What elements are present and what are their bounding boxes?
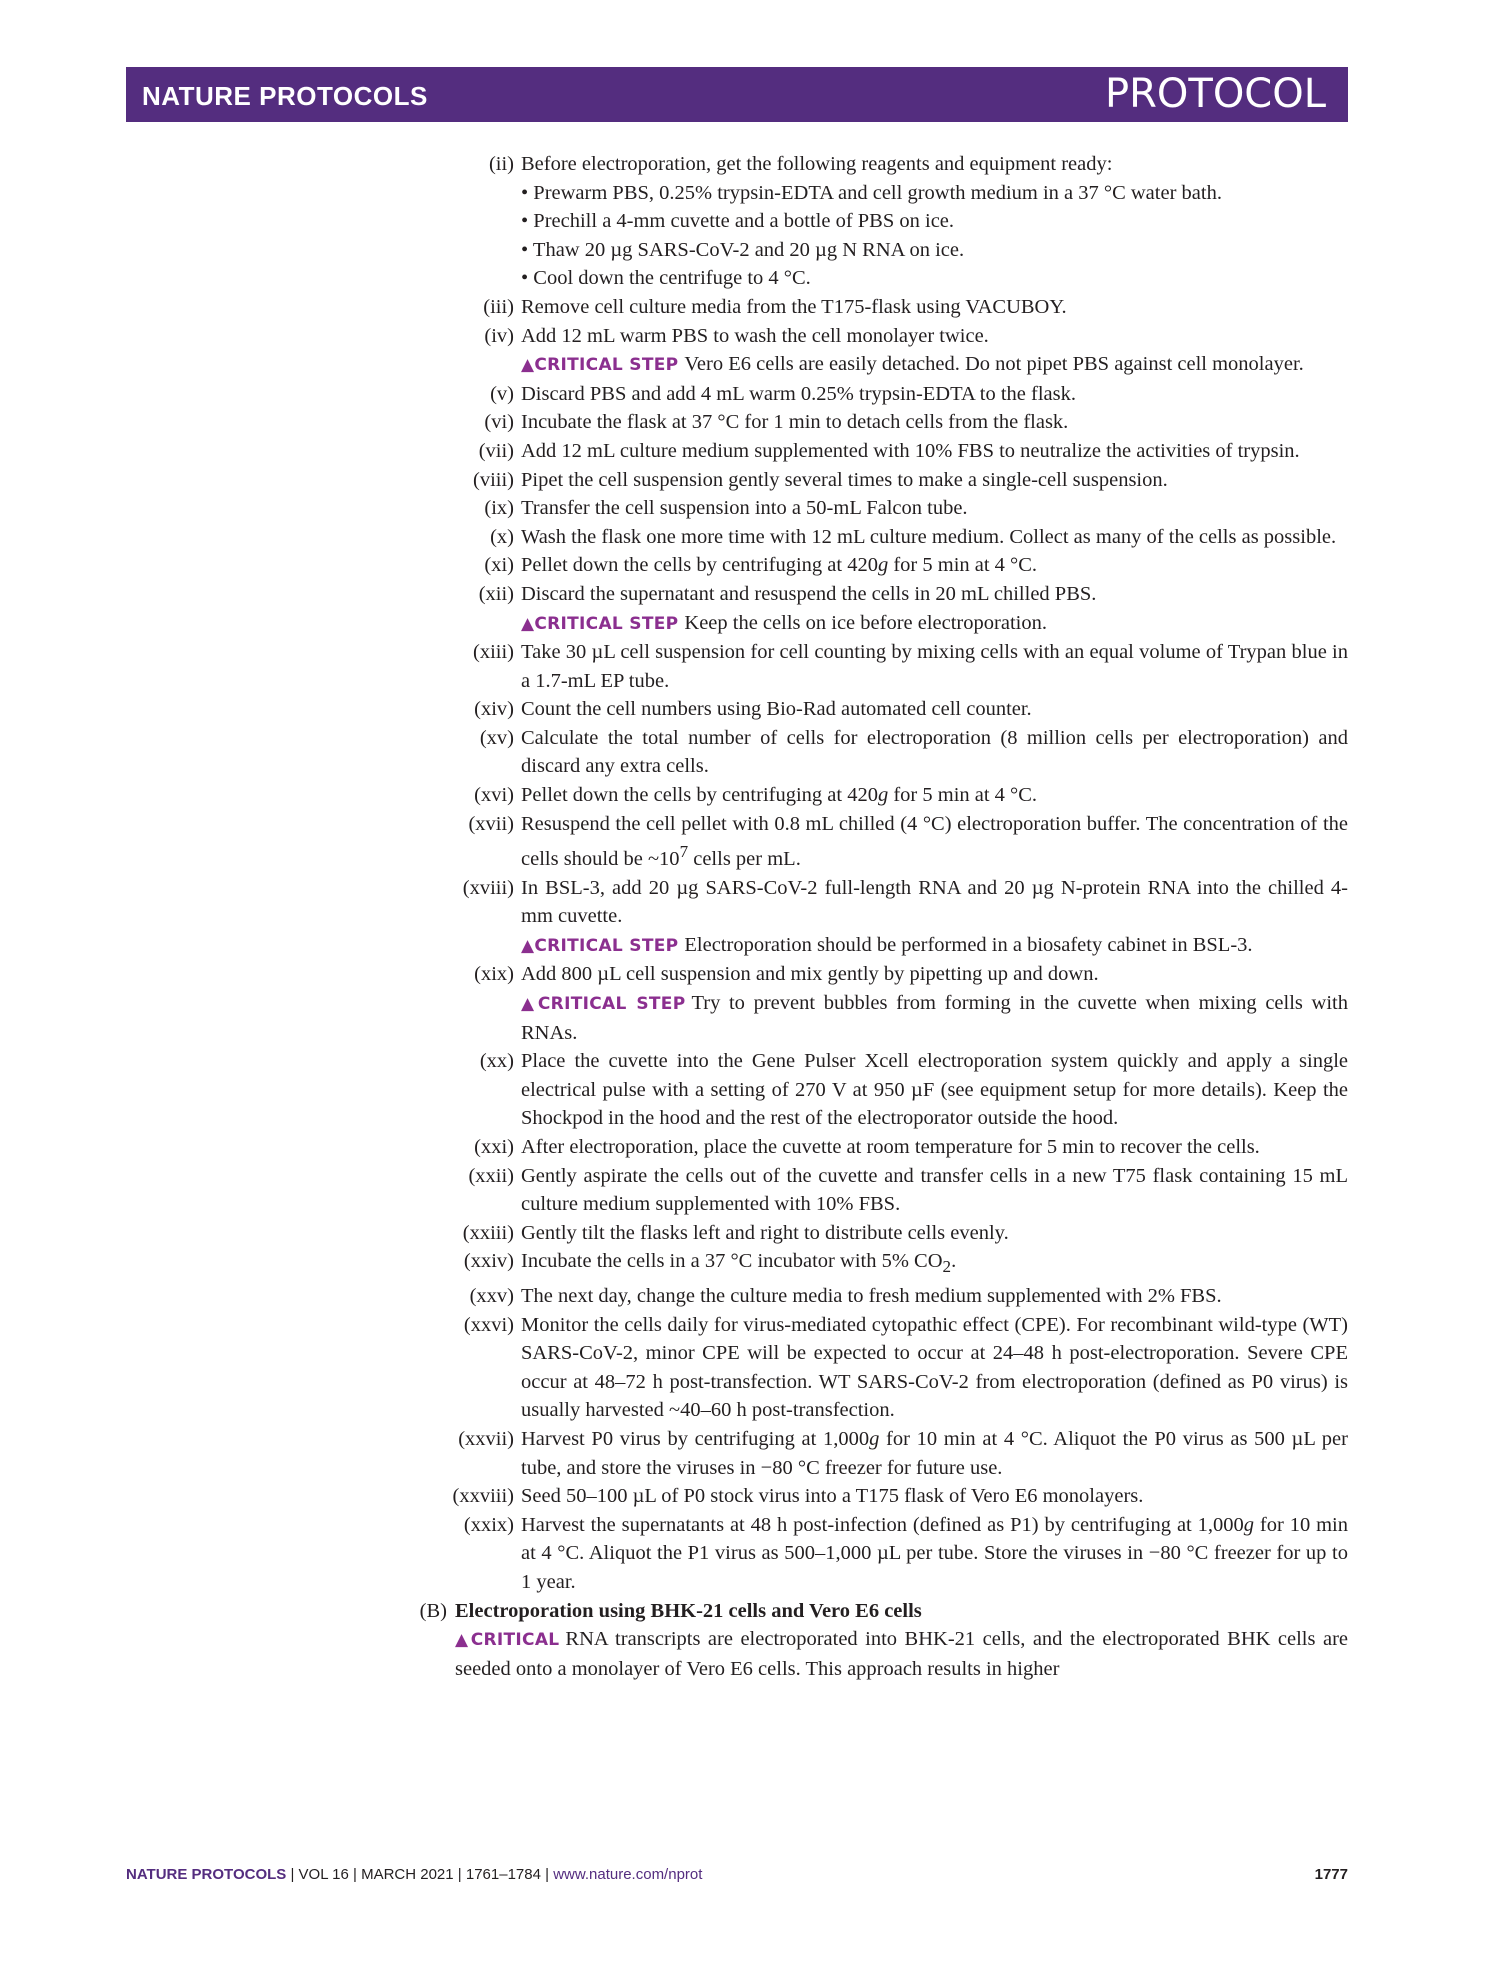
step-number: (xxiv) — [463, 1250, 514, 1273]
step-text: Calculate the total number of cells for electroporation (8 million cells per electroporation) and discard any extra cells. — [521, 726, 1348, 778]
step-text: Resuspend the cell pellet with 0.8 mL chilled (4 °C) electroporation buffer. The concentration of the cells should be ~10 — [521, 812, 1348, 871]
step-text: Pipet the cell suspension gently several times to make a single-cell suspension. — [521, 468, 1168, 491]
step-number: (xxviii) — [452, 1485, 514, 1508]
step-number: (iii) — [483, 295, 514, 318]
gravity-unit: g — [877, 554, 889, 577]
step-number: (xiv) — [474, 698, 514, 721]
step-number: (vii) — [478, 439, 514, 462]
step-text: The next day, change the culture media to fresh medium supplemented with 2% FBS. — [521, 1285, 1222, 1308]
gravity-unit: g — [877, 784, 889, 807]
step-text: Harvest P0 virus by centrifuging at 1,000 — [521, 1428, 870, 1451]
exponent: 7 — [679, 842, 689, 862]
step-number: (xxii) — [468, 1164, 514, 1187]
step-text: Gently tilt the flasks left and right to distribute cells evenly. — [521, 1221, 1009, 1244]
step-number: (xxvii) — [458, 1428, 514, 1451]
critical-step-text: Vero E6 cells are easily detached. Do not pipet PBS against cell monolayer. — [684, 353, 1304, 376]
step-text: Gently aspirate the cells out of the cuvette and transfer cells in a new T75 flask containing 15 mL culture medium supplemented with 10% FBS. — [521, 1164, 1348, 1216]
step-text: Pellet down the cells by centrifuging at 420 — [521, 554, 878, 577]
step-vii — [446, 437, 1348, 466]
step-text: Discard PBS and add 4 mL warm 0.25% trypsin-EDTA to the flask. — [521, 382, 1077, 405]
step-xxv — [446, 1282, 1348, 1311]
step-number: (xxi) — [474, 1136, 514, 1159]
critical-step-label: ▲CRITICAL STEP — [521, 994, 686, 1015]
step-text: Remove cell culture media from the T175-flask using VACUBOY. — [521, 295, 1067, 318]
step-text-cont: for 5 min at 4 °C. — [888, 784, 1038, 807]
step-text: Take 30 µL cell suspension for cell counting by mixing cells with an equal volume of Trypan blue in a 1.7-mL EP tube. — [521, 641, 1348, 692]
step-xii — [446, 580, 1348, 638]
bullet-item: • Prewarm PBS, 0.25% trypsin-EDTA and cell growth medium in a 37 °C water bath. — [521, 181, 1222, 204]
footer-journal: NATURE PROTOCOLS — [126, 1866, 287, 1883]
step-number: (xv) — [479, 726, 514, 749]
journal-header-bar — [126, 67, 1348, 122]
step-text: After electroporation, place the cuvette at room temperature for 5 min to recover the cells. — [521, 1136, 1260, 1159]
bullet-item: • Cool down the centrifuge to 4 °C. — [521, 267, 811, 290]
article-type: PROTOCOL — [1104, 71, 1326, 117]
step-text-cont: for 5 min at 4 °C. — [888, 554, 1038, 577]
bullet-item: • Thaw 20 µg SARS-CoV-2 and 20 µg N RNA on ice. — [521, 238, 965, 261]
critical-text: RNA transcripts are electroporated into BHK-21 cells, and the electroporated BHK cells are seeded onto a monolayer of Vero E6 cells. This approach results in higher — [455, 1628, 1348, 1680]
protocol-body — [419, 150, 1348, 1683]
step-number: (xix) — [474, 963, 514, 986]
page-footer: NATURE PROTOCOLS | VOL 16 | MARCH 2021 | 1761–1784 | www.nature.com/nprot 1777 — [126, 1866, 1348, 1883]
step-iv — [446, 322, 1348, 380]
step-number: (ii) — [488, 153, 514, 175]
critical-label: ▲CRITICAL — [455, 1630, 560, 1651]
step-xi — [446, 551, 1348, 580]
critical-step-text: Try to prevent bubbles from forming in the cuvette when mixing cells with RNAs. — [521, 992, 1348, 1044]
step-number: (xiii) — [473, 641, 514, 664]
step-text: Count the cell numbers using Bio-Rad automated cell counter. — [521, 698, 1032, 721]
subscript: 2 — [942, 1257, 952, 1277]
step-xvi — [446, 781, 1348, 810]
section-title: Electroporation using BHK-21 cells and Vero E6 cells — [455, 1599, 922, 1622]
critical-step-label: ▲CRITICAL STEP — [521, 613, 679, 634]
step-xxix — [446, 1511, 1348, 1597]
section-number: (B) — [419, 1599, 447, 1622]
step-xxiv — [446, 1247, 1348, 1282]
step-ii — [446, 150, 1348, 293]
step-number: (xxix) — [463, 1513, 514, 1536]
step-xxi — [446, 1133, 1348, 1162]
critical-step-text: Keep the cells on ice before electroporation. — [684, 611, 1047, 634]
bullet-item: • Prechill a 4-mm cuvette and a bottle of PBS on ice. — [521, 210, 955, 233]
footer-volume: VOL 16 — [298, 1866, 349, 1883]
step-viii — [446, 466, 1348, 495]
footer-pages: 1761–1784 — [465, 1866, 541, 1883]
step-x — [446, 523, 1348, 552]
step-ix — [446, 494, 1348, 523]
step-text: Before electroporation, get the following reagents and equipment ready: — [521, 153, 1113, 175]
critical-step-note — [521, 989, 1348, 1047]
gravity-unit: g — [869, 1428, 880, 1451]
step-xv — [446, 724, 1348, 781]
step-xxiii — [446, 1219, 1348, 1248]
step-text: Wash the flask one more time with 12 mL culture medium. Collect as many of the cells as possible. — [521, 525, 1337, 548]
step-text-cont: for 10 min at 4 °C. Aliquot the P1 virus as 500–1,000 µL per tube. Store the viruses in −80 °C freezer for up to 1 year. — [521, 1513, 1348, 1594]
step-text-cont: cells per mL. — [688, 848, 801, 871]
footer-url[interactable]: www.nature.com/nprot — [553, 1866, 703, 1883]
step-text: Incubate the flask at 37 °C for 1 min to detach cells from the flask. — [521, 411, 1069, 434]
step-xxii — [446, 1162, 1348, 1219]
journal-name: NATURE PROTOCOLS — [142, 81, 428, 111]
critical-step-note — [521, 931, 1348, 961]
section-b — [413, 1597, 1348, 1684]
step-number: (vi) — [484, 411, 514, 434]
critical-step-label: ▲CRITICAL STEP — [521, 935, 679, 956]
step-xx — [446, 1047, 1348, 1133]
step-number: (xxvi) — [463, 1313, 514, 1336]
step-text: Transfer the cell suspension into a 50-mL Falcon tube. — [521, 497, 968, 520]
step-xxvii — [446, 1425, 1348, 1482]
step-number: (xxiii) — [462, 1221, 514, 1244]
critical-step-text: Electroporation should be performed in a biosafety cabinet in BSL-3. — [684, 933, 1253, 956]
step-text: Add 12 mL warm PBS to wash the cell monolayer twice. — [521, 324, 989, 347]
step-number: (xviii) — [462, 876, 514, 899]
step-number: (viii) — [473, 468, 514, 491]
step-xxvi — [446, 1311, 1348, 1425]
step-xviii — [446, 874, 1348, 961]
critical-note — [455, 1625, 1348, 1683]
critical-step-label: ▲CRITICAL STEP — [521, 355, 679, 376]
step-number: (iv) — [484, 324, 514, 347]
step-xxviii — [446, 1482, 1348, 1511]
step-text-cont: . — [951, 1250, 957, 1273]
step-number: (xxv) — [469, 1285, 514, 1308]
step-xiii — [446, 638, 1348, 695]
step-text: Harvest the supernatants at 48 h post-infection (defined as P1) by centrifuging at 1,000 — [521, 1513, 1244, 1536]
footer-date: MARCH 2021 — [361, 1866, 454, 1883]
step-text: Discard the supernatant and resuspend the cells in 20 mL chilled PBS. — [521, 582, 1097, 605]
step-number: (xvi) — [474, 784, 514, 807]
step-iii — [446, 293, 1348, 322]
step-xvii — [446, 810, 1348, 874]
step-text: Add 12 mL culture medium supplemented with 10% FBS to neutralize the activities of trypsin. — [521, 439, 1300, 462]
page-number: 1777 — [1314, 1866, 1348, 1883]
gravity-unit: g — [1243, 1513, 1255, 1536]
step-text: Pellet down the cells by centrifuging at 420 — [521, 784, 878, 807]
critical-step-note — [521, 350, 1348, 380]
step-number: (v) — [490, 382, 514, 405]
step-text-cont: for 10 min at 4 °C. Aliquot the P0 virus as 500 µL per tube, and store the viruses in −80 °C freezer for future use. — [521, 1428, 1348, 1479]
step-number: (x) — [490, 525, 514, 548]
step-text: In BSL-3, add 20 µg SARS-CoV-2 full-length RNA and 20 µg N-protein RNA into the chilled 4-mm cuvette. — [521, 876, 1348, 928]
step-number: (xvii) — [468, 812, 514, 835]
step-xiv — [446, 695, 1348, 724]
step-number: (ix) — [484, 497, 514, 520]
step-text: Seed 50–100 µL of P0 stock virus into a T175 flask of Vero E6 monolayers. — [521, 1485, 1144, 1508]
step-text: Add 800 µL cell suspension and mix gently by pipetting up and down. — [521, 963, 1099, 986]
step-xix — [446, 960, 1348, 1047]
step-text: Monitor the cells daily for virus-mediated cytopathic effect (CPE). For recombinant wild-type (WT) SARS-CoV-2, minor CPE will be expected to occur at 24–48 h post-electroporation. Severe CPE occur at 48–72 h post-transfection. WT SARS-CoV-2 from electroporation (defined as P0 virus) is usually harvested ~40–60 h post-transfection. — [521, 1313, 1348, 1422]
critical-step-note — [521, 609, 1348, 639]
step-v — [446, 380, 1348, 409]
step-number: (xi) — [484, 554, 514, 577]
step-text: Incubate the cells in a 37 °C incubator with 5% CO — [521, 1250, 943, 1273]
step-number: (xii) — [478, 582, 514, 605]
step-number: (xx) — [479, 1050, 514, 1073]
step-vi — [446, 408, 1348, 437]
step-text: Place the cuvette into the Gene Pulser Xcell electroporation system quickly and apply a single electrical pulse with a setting of 270 V at 950 µF (see equipment setup for more details). Keep the Shockpod in the hood and the rest of the electroporator outside the hood. — [521, 1050, 1348, 1130]
